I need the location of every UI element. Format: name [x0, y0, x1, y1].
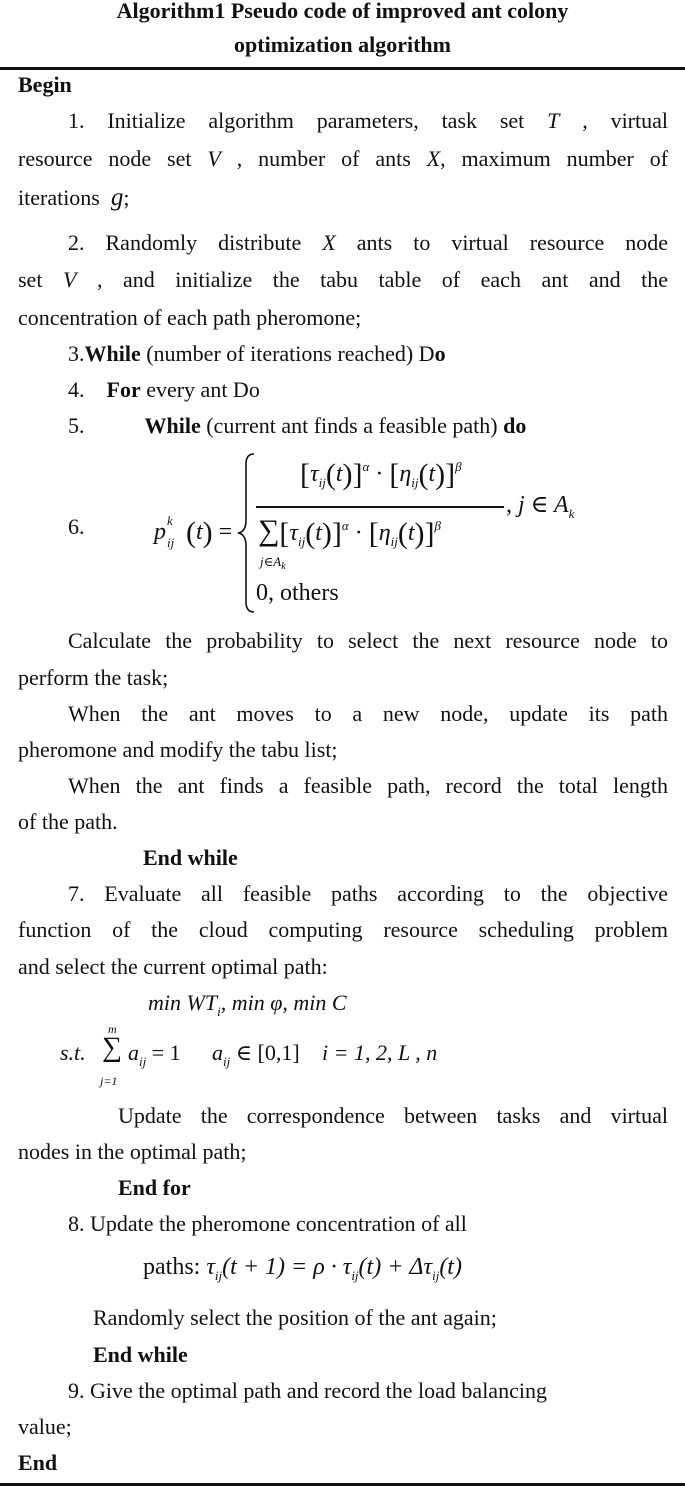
- end-while-inner: End while: [143, 845, 238, 870]
- calc-line2: perform the task;: [18, 665, 169, 690]
- calc-line1: Calculate the probability to select the next resource node to: [68, 628, 668, 653]
- begin-keyword: Begin: [18, 72, 72, 97]
- calc-line4: pheromone and modify the tabu list;: [18, 737, 338, 762]
- sum-top: m: [108, 1022, 117, 1036]
- constraint-eq3: i = 1, 2, L , n: [322, 1040, 438, 1065]
- algorithm-title-line2: optimization algorithm: [234, 32, 451, 57]
- step7-line1: 7. Evaluate all feasible paths according to the objective: [68, 881, 668, 906]
- step7-line2: function of the cloud computing resource scheduling problem: [18, 917, 668, 942]
- end-keyword: End: [18, 1450, 58, 1475]
- step4-line: 4. For every ant Do: [68, 377, 260, 402]
- step2-line2: set V , and initialize the tabu table of each ant and the: [18, 267, 669, 292]
- algorithm-title-line1: Algorithm1 Pseudo code of improved ant colony: [116, 0, 569, 23]
- step7-line3: and select the current optimal path:: [18, 954, 328, 979]
- step2-line3: concentration of each path pheromone;: [18, 305, 362, 330]
- step8-line3: Randomly select the position of the ant again;: [93, 1305, 497, 1330]
- step6-number: 6.: [68, 514, 85, 539]
- bottom-rule: [0, 1483, 685, 1486]
- calc-line6: of the path.: [18, 809, 118, 834]
- top-rule: [0, 67, 685, 70]
- step3-line: 3.While (number of iterations reached) Do: [68, 341, 446, 366]
- step2-line1: 2. Randomly distribute X ants to virtual resource node: [68, 230, 669, 255]
- left-brace: [236, 452, 258, 614]
- update-line1: Update the correspondence between tasks and virtual: [118, 1103, 668, 1128]
- step9-line2: value;: [18, 1414, 72, 1439]
- sum-bottom: j=1: [100, 1074, 118, 1088]
- st-label: s.t.: [60, 1040, 86, 1065]
- formula-condition: , j ∈ $A_k$: [506, 492, 575, 521]
- constraint-formula: [60, 1022, 480, 1090]
- fraction-bar: [256, 506, 504, 508]
- constraint-eq2: $a_{ij}$ ∈ [0,1]: [212, 1040, 300, 1069]
- formula-others: 0, others: [256, 580, 339, 606]
- constraint-eq1: $a_{ij} = 1$: [128, 1040, 181, 1069]
- fraction-denominator: $\sum[\tau_{ij}(t)]^\alpha \cdot [\eta_{ij}(t)]^\beta$: [258, 514, 442, 550]
- step8-line1: 8. Update the pheromone concentration of all: [68, 1211, 467, 1236]
- step1-line3: iterations g;: [18, 184, 130, 211]
- sum-index: $j\in A_k$: [260, 554, 286, 572]
- sum-symbol: ∑: [102, 1032, 122, 1063]
- step1-line1: 1. Initialize algorithm parameters, task set T , virtual: [68, 108, 668, 133]
- probability-formula: [150, 450, 610, 620]
- calc-line5: When the ant finds a feasible path, record the total length: [68, 773, 668, 798]
- pheromone-update-formula: paths: $\tau_{ij}(t + 1) = \rho \cdot \tau_{ij}(t) + \Delta\tau_{ij}(t)$: [143, 1254, 462, 1283]
- step9-line1: 9. Give the optimal path and record the load balancing: [68, 1378, 547, 1403]
- formula-lhs: p k ij (t) =: [154, 513, 233, 550]
- end-for: End for: [118, 1175, 191, 1200]
- calc-line3: When the ant moves to a new node, update its path: [68, 701, 668, 726]
- end-while-outer: End while: [93, 1342, 188, 1367]
- objective-formula: $\min WT_i$, min φ, min C: [148, 990, 347, 1019]
- update-line2: nodes in the optimal path;: [18, 1139, 247, 1164]
- fraction-numerator: $[\tau_{ij}(t)]^\alpha \cdot [\eta_{ij}(t)]^\beta$: [300, 458, 462, 491]
- step5-line: 5. While (current ant finds a feasible path) do: [68, 413, 527, 438]
- step1-line2: resource node set V , number of ants X, maximum number of: [18, 146, 669, 171]
